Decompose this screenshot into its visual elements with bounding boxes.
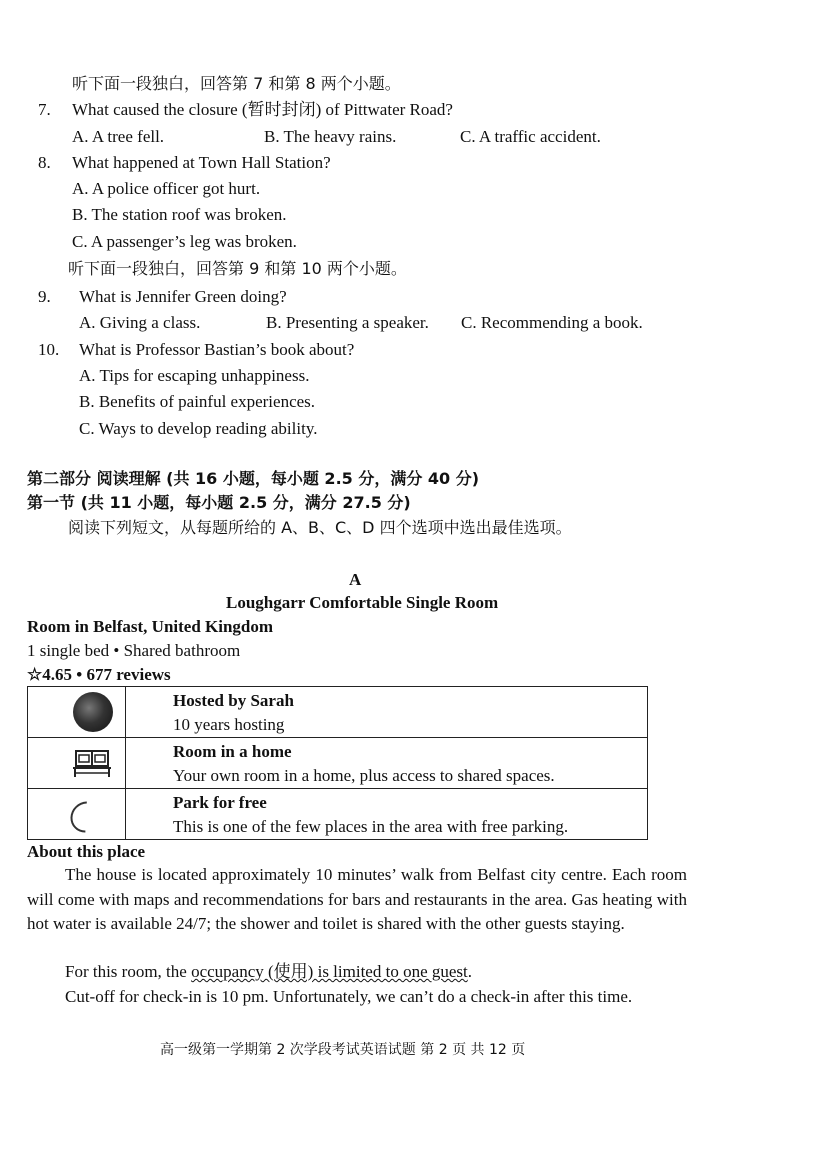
question-10-option-a: A. Tips for escaping unhappiness. [79,366,310,385]
host-avatar [73,692,113,732]
about-paragraph-1: The house is located approximately 10 minutes’ walk from Belfast city centre. Each room will come with maps and recommendations for bars and restaurants in the area. Gas heating with hot water is available 24/7; the shower and toilet is shared with the other guests staying. [27,865,687,933]
bed-icon [72,746,112,782]
question-7-text: What caused the closure (暂时封闭) of Pittwater Road? [72,100,453,119]
underlined-phrase: occupancy (使用) is limited to one guest [191,962,468,981]
question-9-option-c: C. Recommending a book. [461,313,643,332]
moon-icon [64,795,108,839]
part-two-title: 第二部分 阅读理解 (共 16 小题，每小题 2.5 分，满分 40 分) [27,469,480,488]
question-8-number: 8. [38,153,51,172]
question-8-option-b: B. The station roof was broken. [72,205,287,224]
question-9-text: What is Jennifer Green doing? [79,287,287,306]
table-row [28,789,648,840]
about-heading: About this place [27,842,146,861]
section-one-title: 第一节 (共 11 小题，每小题 2.5 分，满分 27.5 分) [27,493,411,512]
feature-title: Hosted by Sarah [173,691,294,710]
table-row [28,687,648,738]
about-paragraph-3: Cut-off for check-in is 10 pm. Unfortunately, we can’t do a check-in after this time. [65,987,633,1006]
feature-description: This is one of the few places in the area with free parking. [173,817,569,836]
text-cell [126,738,648,789]
listing-features-table [27,686,648,840]
about-paragraph-2 [27,960,687,985]
question-10-option-c: C. Ways to develop reading ability. [79,419,318,438]
question-7-number: 7. [38,100,51,119]
listening-intro-9-10: 听下面一段独白，回答第 9 和第 10 两个小题。 [68,259,407,278]
question-9-option-a: A. Giving a class. [79,313,201,332]
question-9-number: 9. [38,287,51,306]
text-cell [126,687,648,738]
feature-title: Park for free [173,793,267,812]
listing-rating: ☆4.65 • 677 reviews [27,665,171,684]
about-paragraph-2-end: . [467,962,473,981]
question-8-option-a: A. A police officer got hurt. [72,179,261,198]
table-row [28,738,648,789]
about-paragraph-2-start: For this room, the [65,962,192,981]
question-10-text: What is Professor Bastian’s book about? [79,340,355,359]
question-8-text: What happened at Town Hall Station? [72,153,331,172]
question-10-number: 10. [38,340,60,359]
text-cell [126,789,648,840]
feature-title: Room in a home [173,742,292,761]
icon-cell [28,738,126,789]
passage-letter: A [349,570,362,589]
listening-intro-7-8: 听下面一段独白，回答第 7 和第 8 两个小题。 [72,74,401,93]
feature-description: 10 years hosting [173,715,285,734]
question-9-option-b: B. Presenting a speaker. [266,313,429,332]
reading-instruction: 阅读下列短文，从每题所给的 A、B、C、D 四个选项中选出最佳选项。 [68,518,572,537]
question-10-option-b: B. Benefits of painful experiences. [79,392,316,411]
feature-description: Your own room in a home, plus access to shared spaces. [173,766,555,785]
icon-cell [28,687,126,738]
question-8-option-c: C. A passenger’s leg was broken. [72,232,297,251]
listing-location: Room in Belfast, United Kingdom [27,617,274,636]
listing-title: Loughgarr Comfortable Single Room [226,593,499,612]
question-7-option-c: C. A traffic accident. [460,127,601,146]
question-7-option-a: A. A tree fell. [72,127,165,146]
listing-beds: 1 single bed • Shared bathroom [27,641,241,660]
question-7-option-b: B. The heavy rains. [264,127,397,146]
icon-cell [28,789,126,840]
page-footer: 高一级第一学期第 2 次学段考试英语试题 第 2 页 共 12 页 [160,1042,526,1058]
